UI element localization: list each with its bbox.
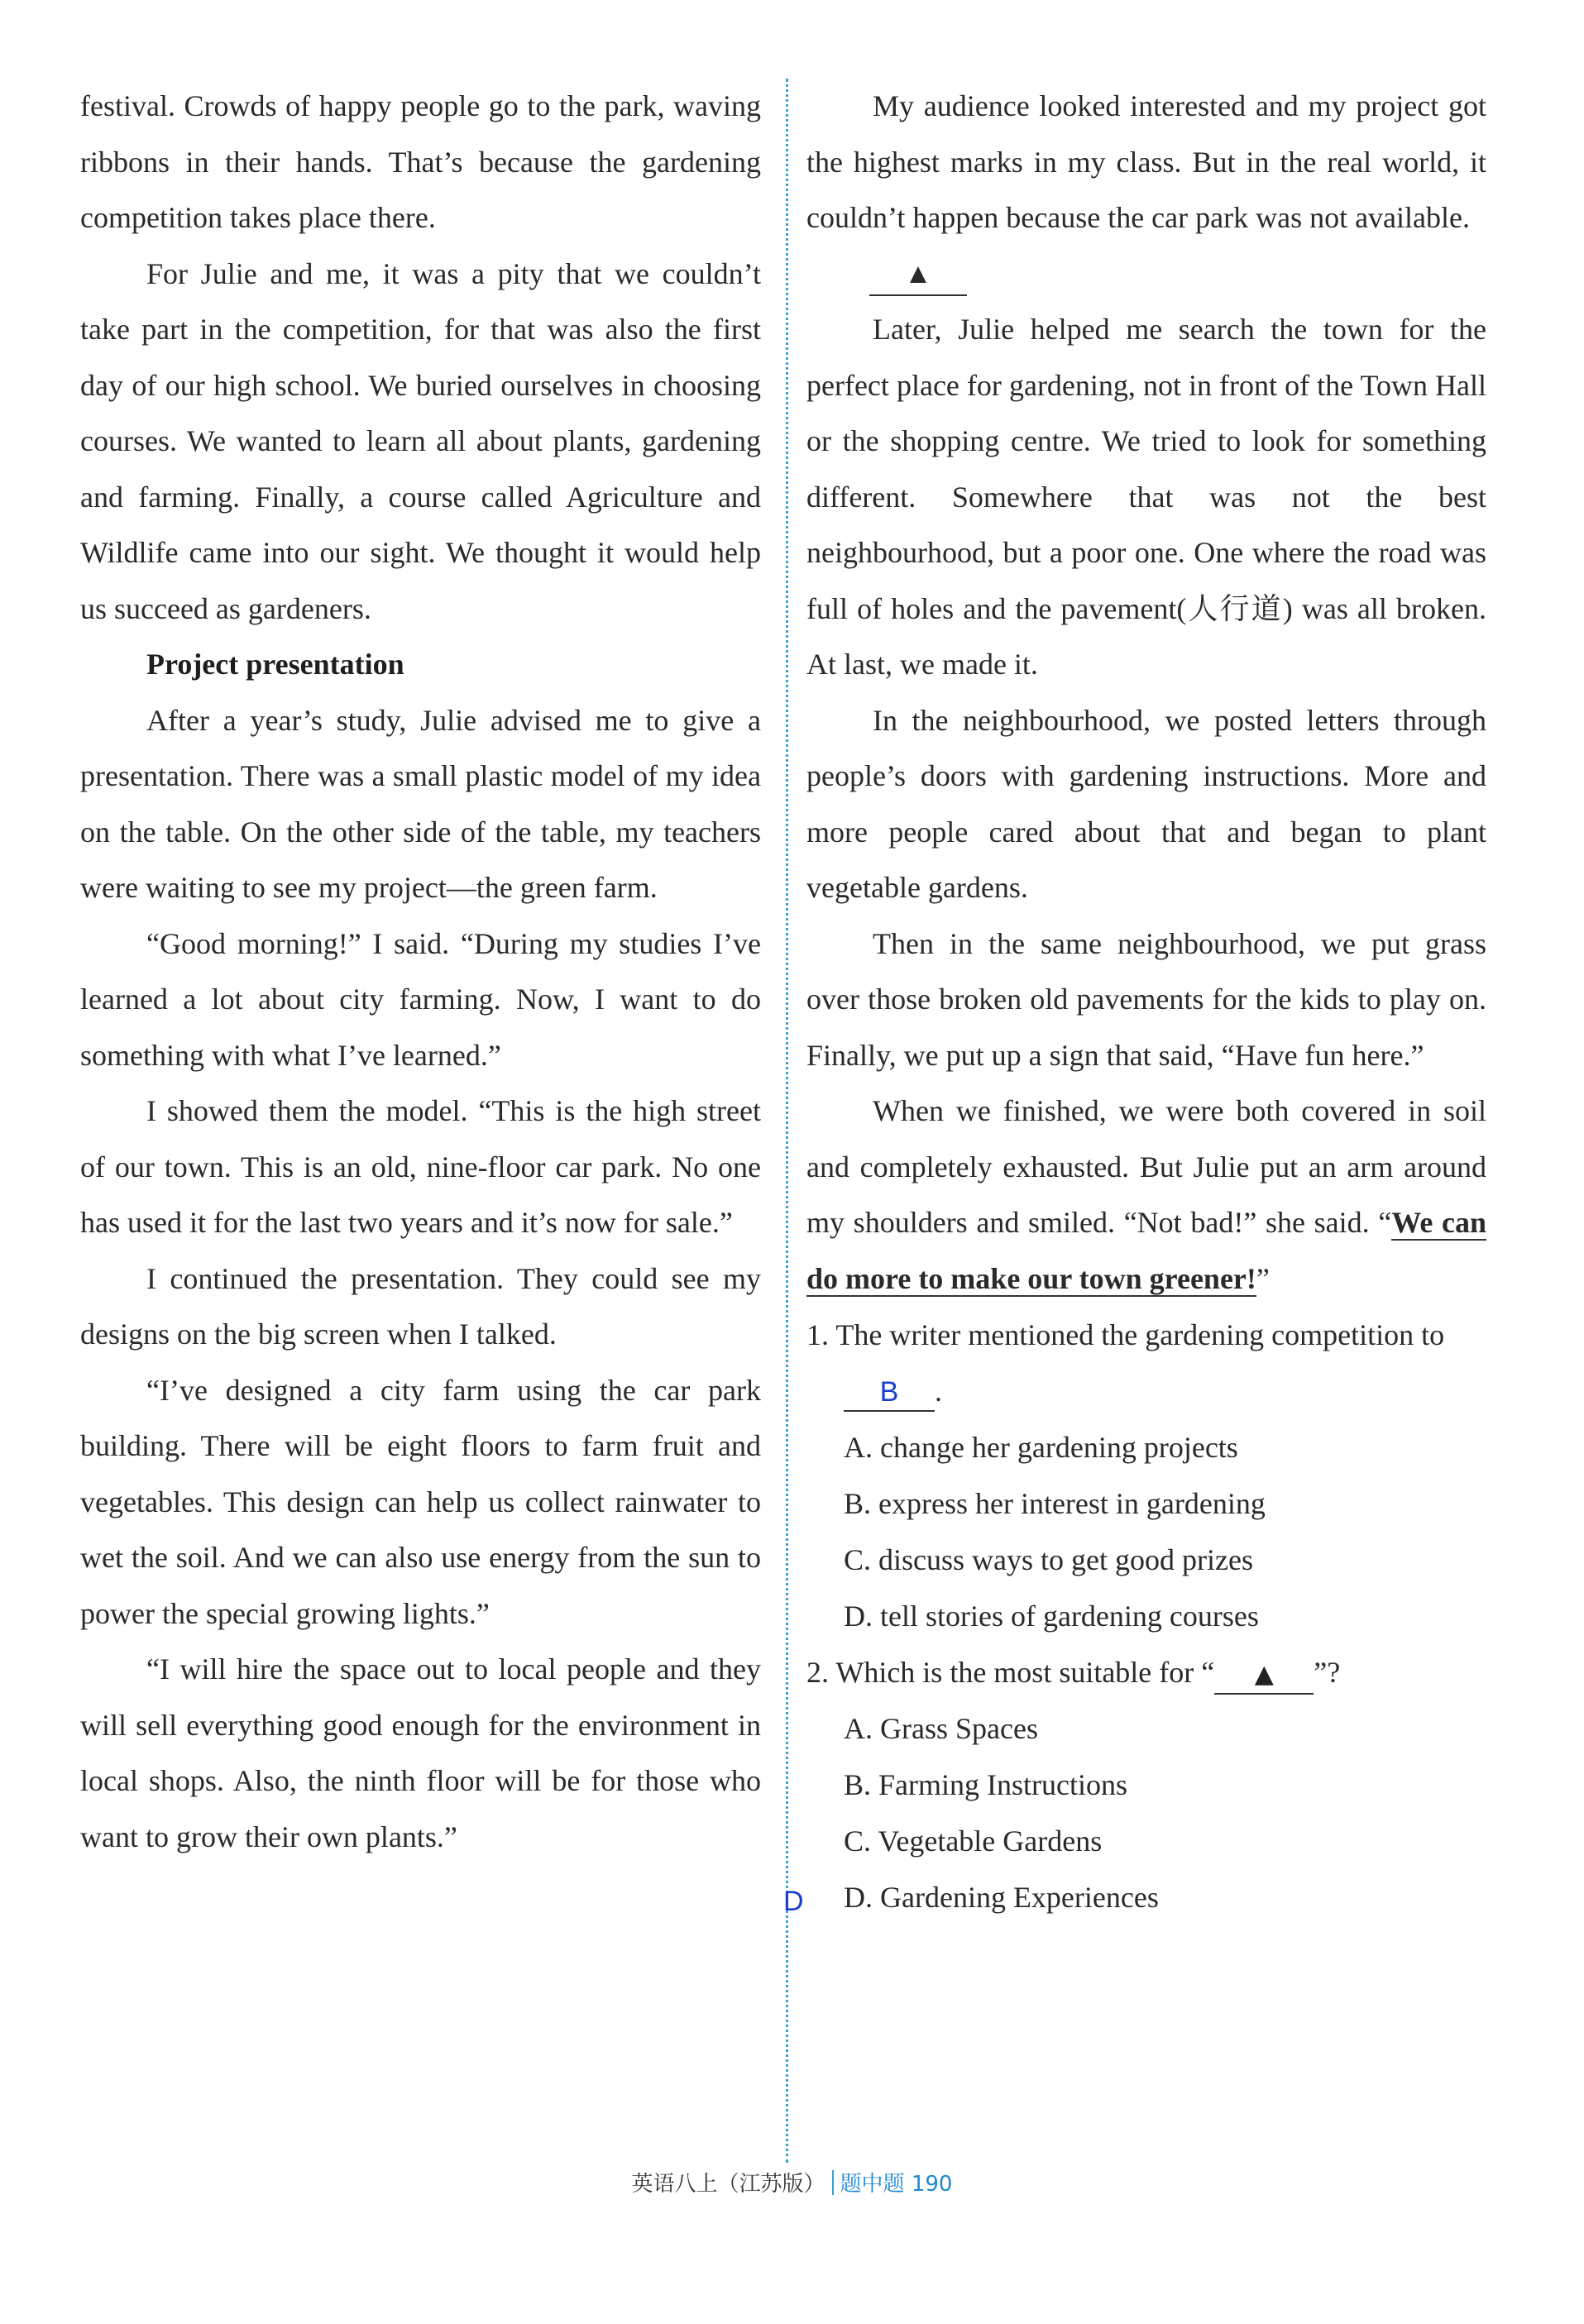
- option: A. Grass Spaces: [844, 1712, 1038, 1745]
- page-number: 190: [911, 2172, 953, 2197]
- stem-text: 1. The writer mentioned the gardening competition to: [806, 1318, 1445, 1351]
- option: D. Gardening Experiences: [844, 1881, 1159, 1914]
- option: C. discuss ways to get good prizes: [844, 1543, 1253, 1576]
- column-divider: [786, 79, 788, 2163]
- option: B. Farming Instructions: [844, 1768, 1127, 1801]
- paragraph: Then in the same neighbourhood, we put grass over those broken old pavements for the kids to play on. Finally, we put up a sign that said, “Have fun here.”: [806, 926, 1486, 1072]
- brand-name: 题中题: [840, 2172, 905, 2197]
- paragraph: After a year’s study, Julie advised me to give a presentation. There was a small plastic model of my idea on the table. On the other side of the table, my teachers were waiting to see my project—the green farm.: [80, 703, 761, 904]
- right-column: [806, 79, 1486, 1925]
- option: A. change her gardening projects: [844, 1431, 1238, 1464]
- page-footer: [0, 2167, 1584, 2197]
- question-stem: [806, 1307, 1486, 1419]
- paragraph: “Good morning!” I said. “During my studies I’ve learned a lot about city farming. Now, I want to do something with what I’ve learned.”: [80, 926, 761, 1072]
- paragraph: Later, Julie helped me search the town for the perfect place for gardening, not in front of the Town Hall or the shopping centre. We tried to look for something different. Somewhere that was not the best neighbourhood, but a poor one. One where the road was full of holes and the pavement(人行道) was all broken. At last, we made it.: [806, 313, 1486, 681]
- paragraph-text: ”: [1256, 1261, 1270, 1295]
- paragraph: “I will hire the space out to local people and they will sell everything good enough for the environment in local shops. Also, the ninth floor will be for those who want to grow their own plants.”: [80, 1652, 761, 1853]
- option: C. Vegetable Gardens: [844, 1824, 1103, 1858]
- option: D. tell stories of gardening courses: [844, 1600, 1259, 1633]
- question-1: [806, 1307, 1486, 1644]
- triangle-blank: ▲: [1214, 1657, 1314, 1695]
- question-stem: [806, 1644, 1486, 1700]
- question-2: [806, 1644, 1486, 1925]
- stem-text: ”?: [1314, 1656, 1341, 1689]
- triangle-mark-icon: ▲: [869, 255, 967, 296]
- underlined-sentence: We can do more to make our town greener!: [806, 1206, 1487, 1295]
- paragraph: “I’ve designed a city farm using the car park building. There will be eight floors to farm fruit and vegetables. This design can help us collect rainwater to wet the soil. And we can also use energy from the sun to power the special growing lights.”: [80, 1373, 761, 1630]
- stem-text: .: [935, 1375, 942, 1408]
- question-2-answer: D: [783, 1886, 804, 1917]
- left-column: [80, 79, 761, 1865]
- stem-text: 2. Which is the most suitable for “: [806, 1656, 1215, 1689]
- paragraph: My audience looked interested and my project got the highest marks in my class. But in the real world, it couldn’t happen because the car park was not available.: [806, 89, 1486, 234]
- paragraph: festival. Crowds of happy people go to the park, waving ribbons in their hands. That’s because the gardening competition takes place there.: [80, 89, 761, 234]
- footer-separator: [832, 2170, 834, 2195]
- answer-blank: B: [844, 1374, 935, 1412]
- paragraph: In the neighbourhood, we posted letters through people’s doors with gardening instructions. More and more people cared about that and began to plant vegetable gardens.: [806, 703, 1486, 904]
- paragraph: I continued the presentation. They could see my designs on the big screen when I talked.: [80, 1261, 761, 1351]
- paragraph: For Julie and me, it was a pity that we couldn’t take part in the competition, for that was also the first day of our high school. We buried ourselves in choosing courses. We wanted to learn all about plants, gardening and farming. Finally, a course called Agriculture and Wildlife came into our sight. We thought it would help us succeed as gardeners.: [80, 256, 761, 625]
- paragraph: I showed them the model. “This is the high street of our town. This is an old, nine-floor car park. No one has used it for the last two years and it’s now for sale.”: [80, 1094, 761, 1239]
- option: B. express her interest in gardening: [844, 1487, 1266, 1520]
- book-title: 英语八上（江苏版）: [631, 2172, 825, 2197]
- paragraph: [806, 1083, 1486, 1307]
- section-heading: Project presentation: [146, 648, 404, 681]
- missing-heading-line: [806, 246, 1486, 303]
- paragraph-text: When we finished, we were both covered in soil and completely exhausted. But Julie put an arm around my shoulders and smiled. “Not bad!” she said. “: [806, 1094, 1486, 1239]
